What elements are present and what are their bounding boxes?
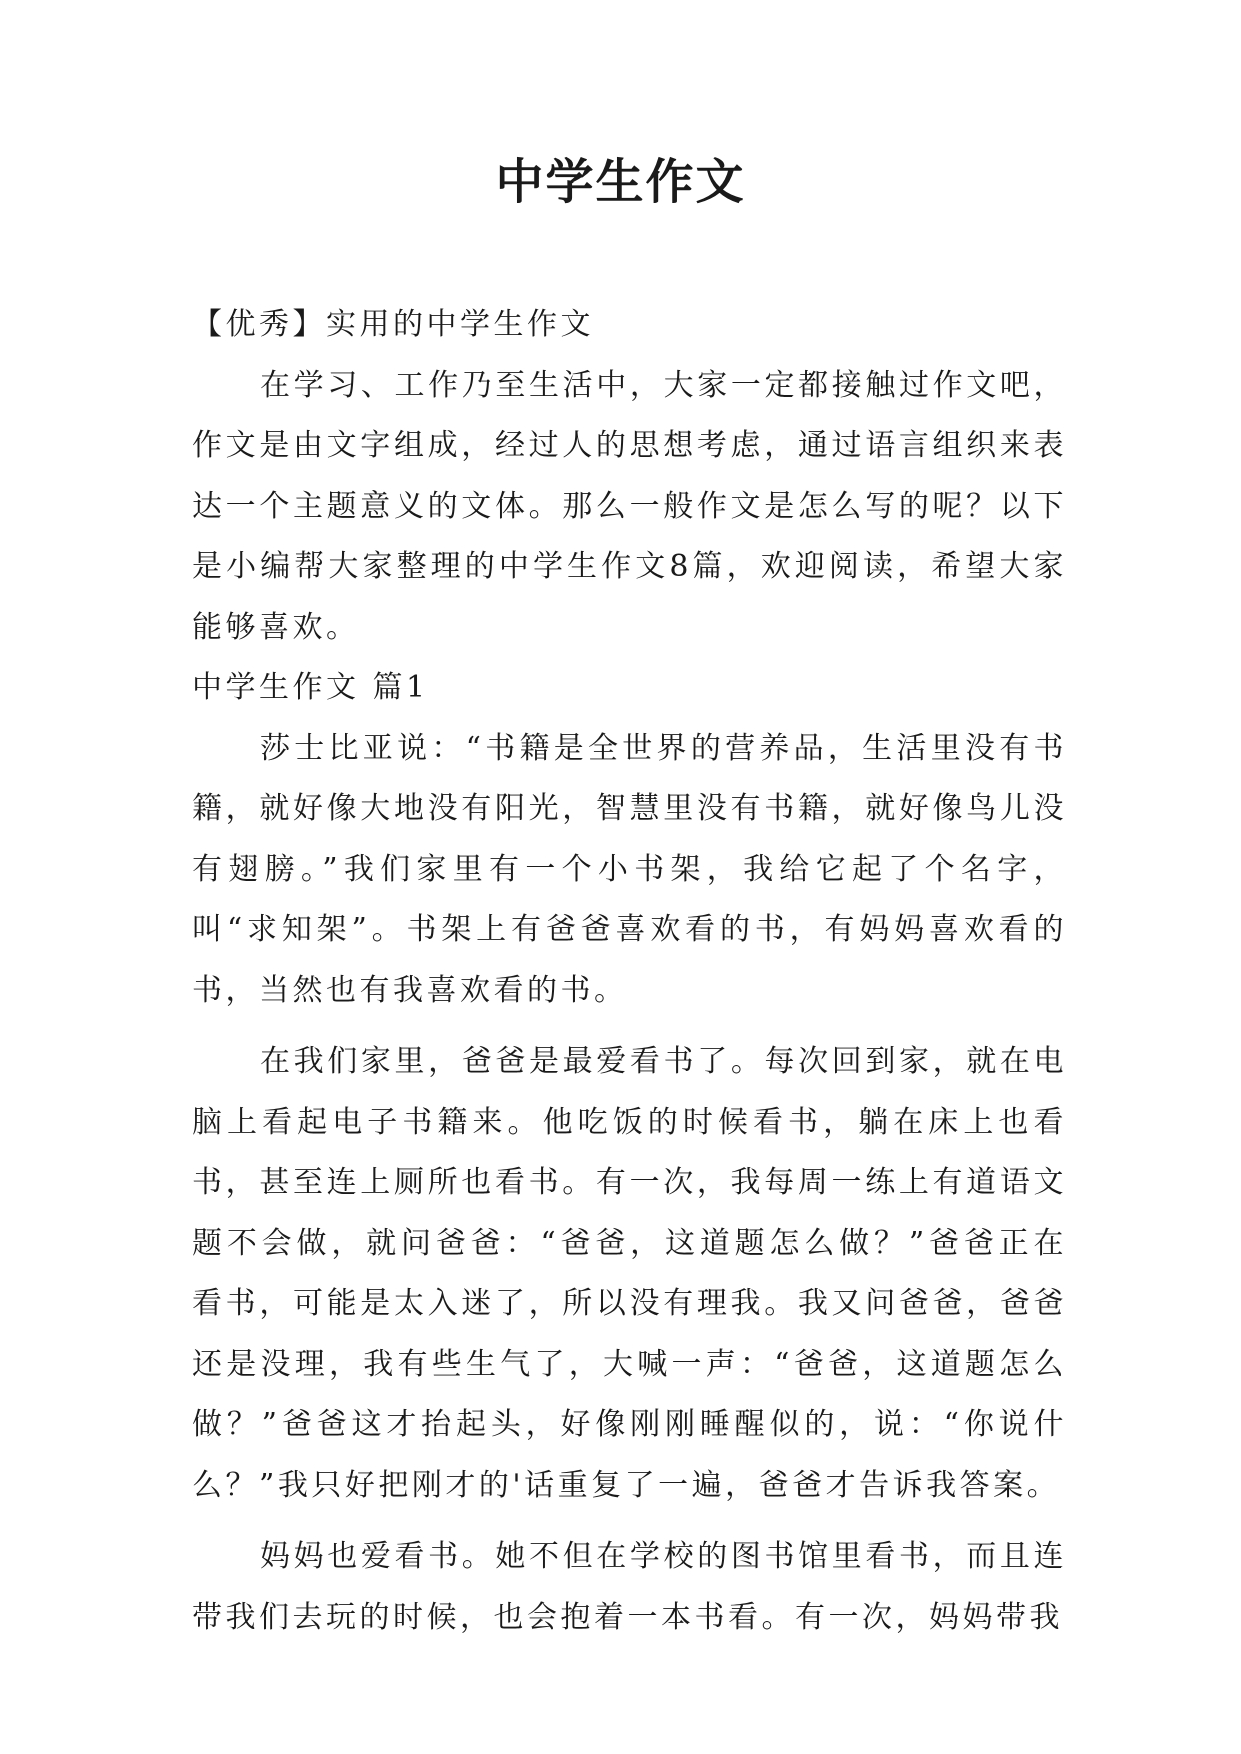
body-paragraph: 莎士比亚说：“书籍是全世界的营养品，生活里没有书籍，就好像大地没有阳光，智慧里没有书籍，就好像鸟儿没有翅膀。”我们家里有一个小书架，我给它起了个名字，叫“求知架”。书架上有爸爸喜欢看的书，有妈妈喜欢看的书，当然也有我喜欢看的书。 <box>192 730 1067 1008</box>
section-heading: 中学生作文 篇1 <box>192 670 429 705</box>
document-subtitle: 【优秀】实用的中学生作文 <box>192 307 594 342</box>
body-paragraph: 妈妈也爱看书。她不但在学校的图书馆里看书，而且连带我们去玩的时候，也会抱着一本书看。有一次，妈妈带我 <box>192 1539 1067 1635</box>
intro-paragraph: 在学习、工作乃至生活中，大家一定都接触过作文吧，作文是由文字组成，经过人的思想考虑，通过语言组织来表达一个主题意义的文体。那么一般作文是怎么写的呢？以下是小编帮大家整理的中学生作文8篇，欢迎阅读，希望大家能够喜欢。 <box>192 367 1067 645</box>
document-title: 中学生作文 <box>495 154 746 210</box>
document-body <box>192 295 1067 1648</box>
body-paragraph: 在我们家里，爸爸是最爱看书了。每次回到家，就在电脑上看起电子书籍来。他吃饭的时候看书，躺在床上也看书，甚至连上厕所也看书。有一次，我每周一练上有道语文题不会做，就问爸爸：“爸爸，这道题怎么做？”爸爸正在看书，可能是太入迷了，所以没有理我。我又问爸爸，爸爸还是没理，我有些生气了，大喊一声：“爸爸，这道题怎么做？”爸爸这才抬起头，好像刚刚睡醒似的，说：“你说什么？”我只好把刚才的'话重复了一遍，爸爸才告诉我答案。 <box>192 1044 1067 1503</box>
